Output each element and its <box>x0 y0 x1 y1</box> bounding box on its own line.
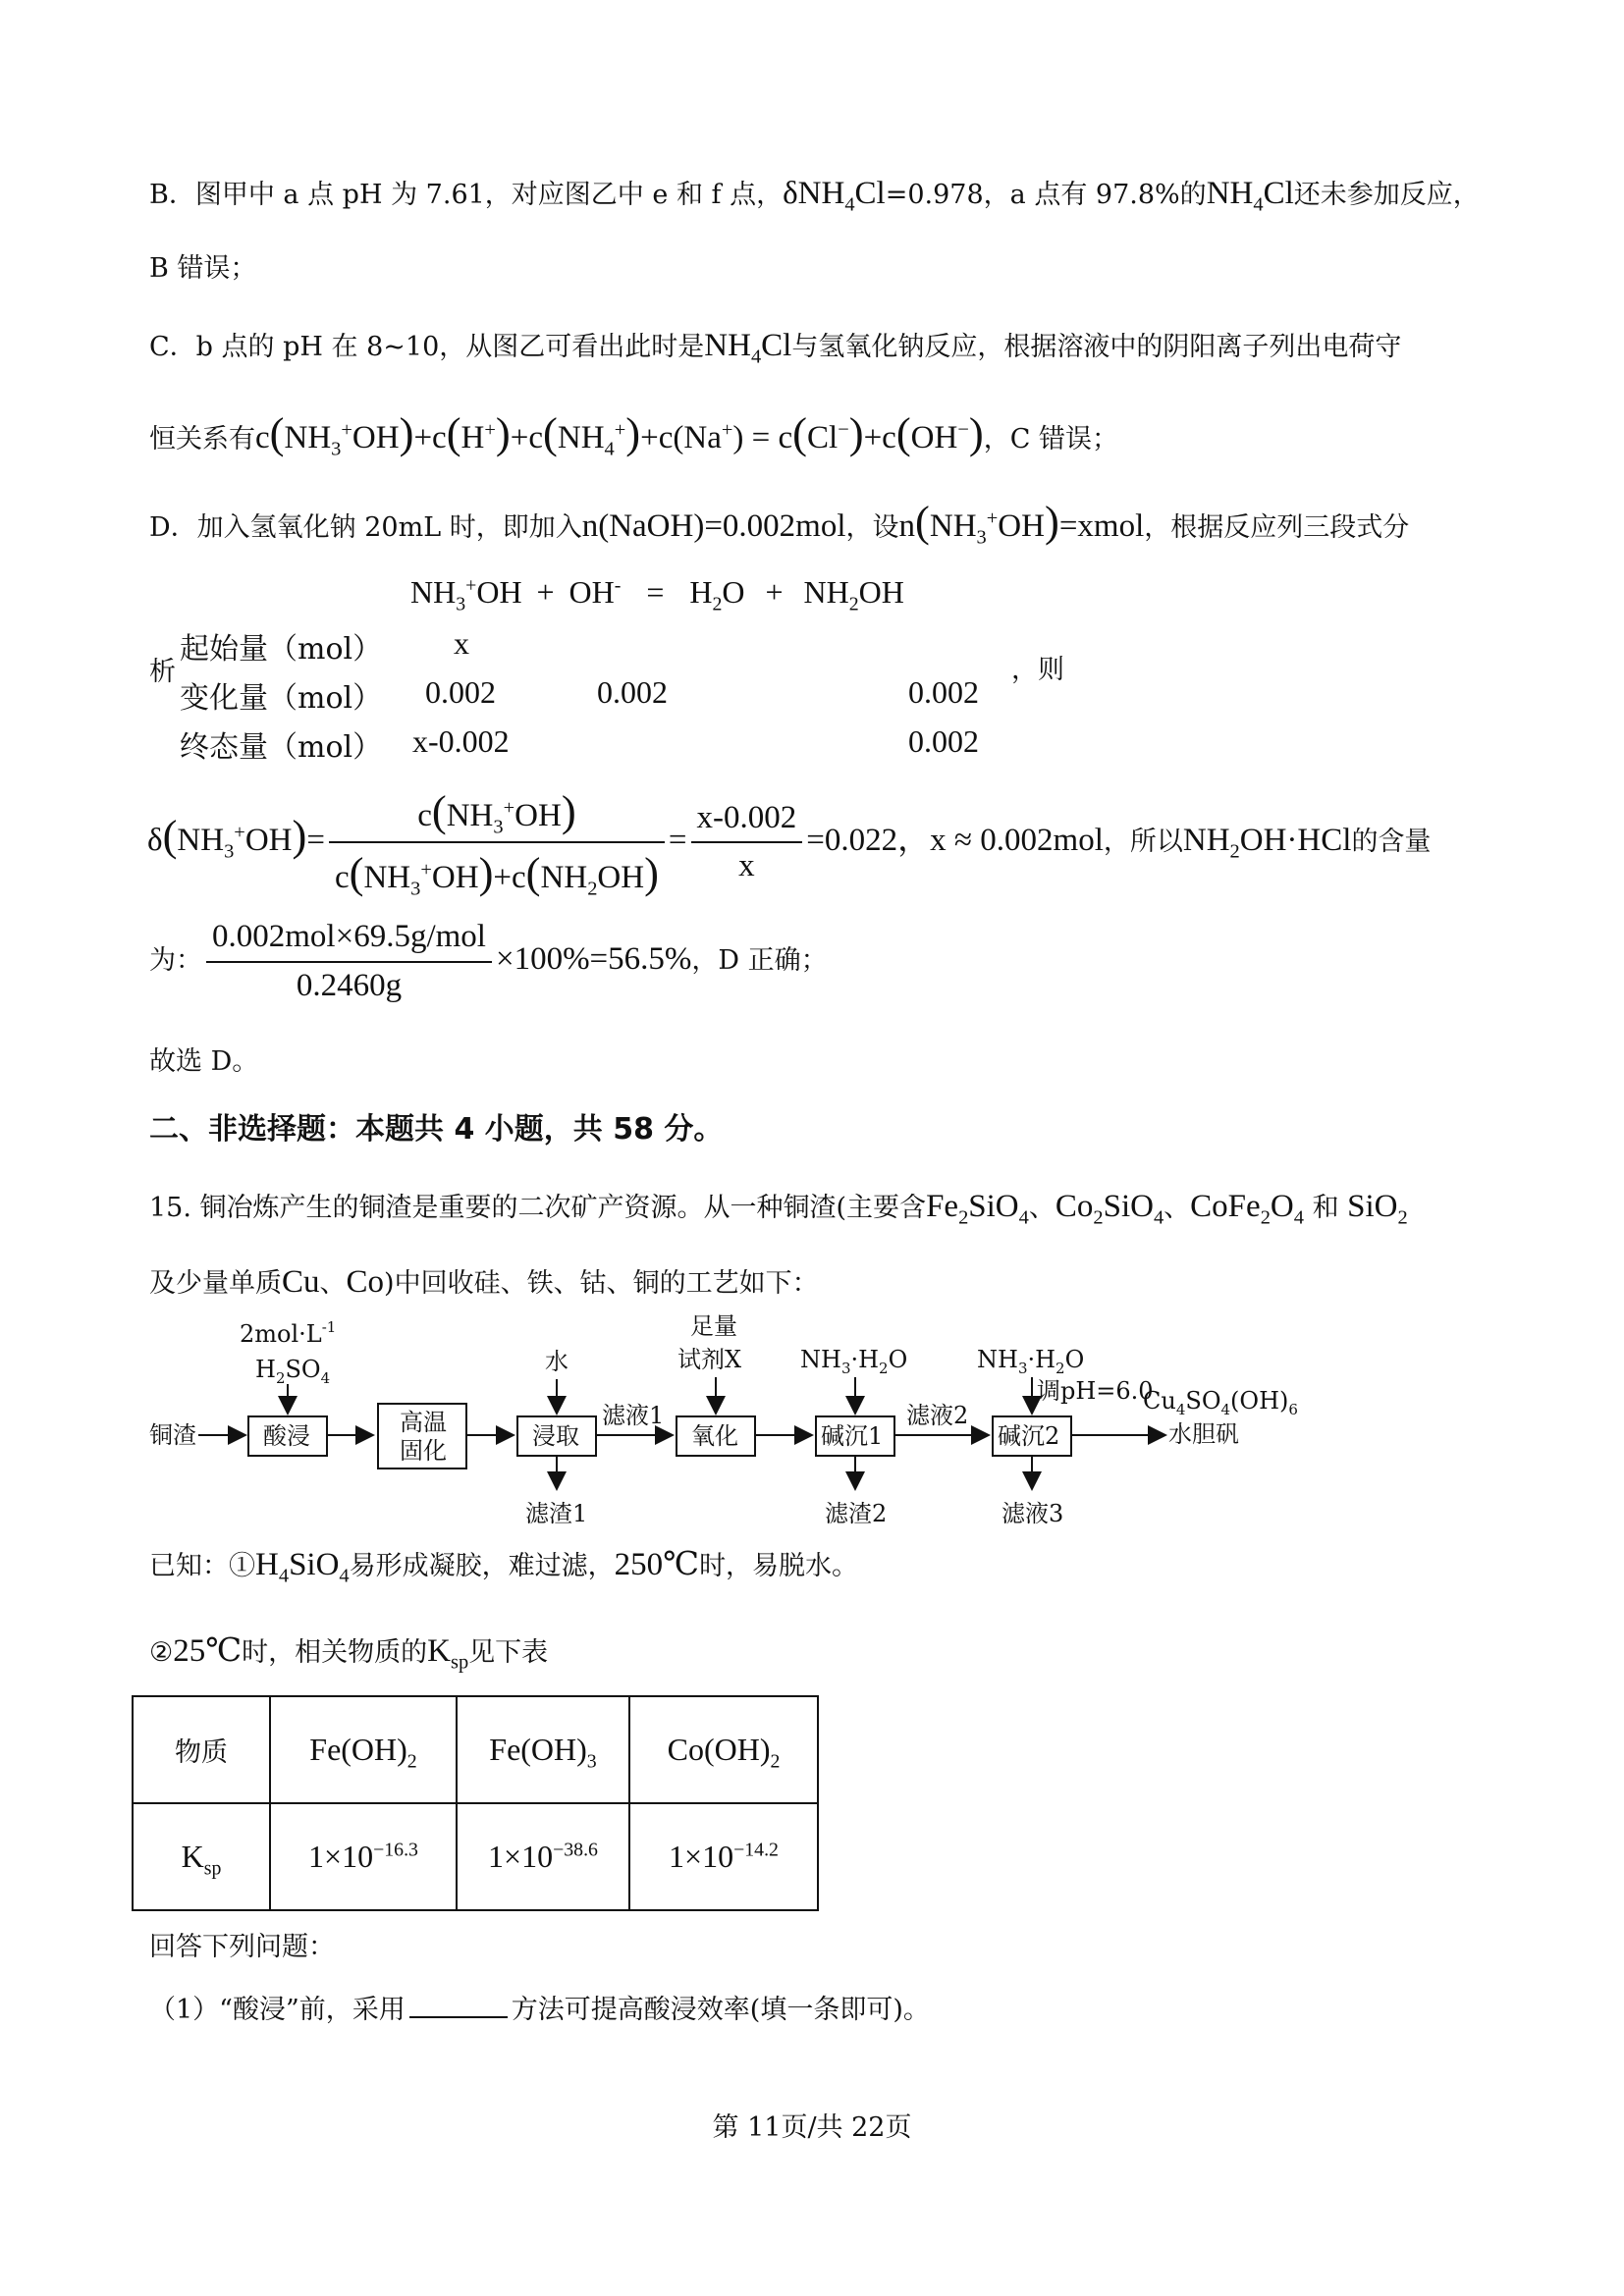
charge-balance-equation: $c(NH_3^+OH)+c(H^+)+c(NH_4^+)+c(Na^+) = c(Cl^-)+c(OH^-)$ <box>255 408 984 460</box>
stage-row-a: x-0.002 <box>412 723 510 759</box>
product-formula: $Cu_4SO_4(OH)_6$ <box>1143 1387 1298 1418</box>
question-1: （1）“酸浸”前，采用 方法可提高酸浸效率(填一条即可)。 <box>149 1995 930 2025</box>
ksp-table <box>132 1695 819 1911</box>
stage-row-c: 0.002 <box>908 674 979 710</box>
option-b-line2: B 错误； <box>149 253 257 284</box>
delta-nh4cl: δNH$_4$Cl <box>783 176 886 216</box>
fraction-1: $\frac{c(NH_3^+OH)}{c(NH_3^+OH)+c(NH_2OH)}$ <box>329 785 665 900</box>
svg-text:固化: 固化 <box>400 1437 447 1465</box>
svg-text:足量: 足量 <box>690 1312 737 1340</box>
final-answer: 故选 D。 <box>149 1046 259 1077</box>
stage-row-label: 变化量（mol） <box>180 681 383 716</box>
svg-text:高温: 高温 <box>400 1409 447 1436</box>
svg-text:碱沉1: 碱沉1 <box>821 1422 884 1450</box>
svg-text:滤液3: 滤液3 <box>1001 1500 1064 1527</box>
stage-row-c: 0.002 <box>908 723 979 759</box>
known-2: ②25℃时，相关物质的$K_{sp}$见下表 <box>149 1633 549 1674</box>
flow-start: 铜渣 <box>149 1421 196 1449</box>
percentage-line: 为： $\frac{\text{0.002mol×69.5g/mol}}{0.2460g}$ ×100%=56.5%，D 正确； <box>149 918 828 1005</box>
ze-char: ，则 <box>1011 655 1064 685</box>
table-row: 物质 $Fe(OH)_2$ $Fe(OH)_3$ $Co(OH)_2$ <box>133 1696 818 1803</box>
option-d-line1: D．加入氢氧化钠 20mL 时，即加入n(NaOH)=0.002mol，设$n(NH_3^+OH)=xmol$，根据反应列三段式分 <box>149 497 1410 549</box>
svg-text:水: 水 <box>545 1348 568 1375</box>
q15-line2: 及少量单质Cu、Co)中回收硅、铁、钴、铜的工艺如下： <box>149 1264 819 1300</box>
stage-row-a: x <box>454 625 469 661</box>
nh2oh-hcl: $NH_2OH\cdot HCl$ <box>1182 822 1352 863</box>
delta-fraction-line: $\delta(NH_3^+OH)=$ $\frac{c(NH_3^+OH)}{c(NH_3^+OH)+c(NH_2OH)}$ = $\frac{x-0.002}{x}$ =0.022，x ≈ 0.002mol，所以$NH_2OH\cdot HCl$的含量 <box>147 786 1432 901</box>
svg-text:滤渣2: 滤渣2 <box>825 1500 888 1527</box>
acid-reagent-2: $H_2SO_4$ <box>255 1356 331 1387</box>
option-c-line2: 恒关系有$c(NH_3^+OH)+c(H^+)+c(NH_4^+)+c(Na^+) = c(Cl^-)+c(OH^-)$，C 错误； <box>149 408 1118 460</box>
acid-reagent-1: $2mol\cdot L^{-1}$ <box>240 1318 337 1348</box>
svg-text:水胆矾: 水胆矾 <box>1168 1420 1239 1448</box>
known-1: 已知：$①H_4SiO_4$易形成凝胶，难过滤，250℃时，易脱水。 <box>149 1547 859 1587</box>
xi-char: 析 <box>149 657 176 687</box>
ammonia-1: $NH_3\cdot H_2O$ <box>800 1346 908 1377</box>
naoh-amount: n(NaOH)=0.002mol <box>581 508 846 544</box>
nh3oh-amount: $n(NH_3^+OH)$ <box>898 497 1059 549</box>
option-b-line1: B．图甲中 a 点 pH 为 7.61，对应图乙中 e 和 f 点，δNH$_4$Cl=0.978，a 点有 97.8%的$NH_4Cl$还未参加反应， <box>149 176 1480 216</box>
svg-text:滤液2: 滤液2 <box>906 1402 969 1429</box>
answer-blank[interactable] <box>409 1997 508 2018</box>
q15-line1: 15. 铜冶炼产生的铜渣是重要的二次矿产资源。从一种铜渣(主要含$Fe_2SiO_4$、$Co_2SiO_4$、$CoFe_2O_4$ 和 SiO$_2$ <box>149 1189 1408 1229</box>
stage-row-b: 0.002 <box>597 674 668 710</box>
fraction-2: $\frac{x-0.002}{x}$ <box>691 799 803 886</box>
fraction-3: $\frac{\text{0.002mol×69.5g/mol}}{0.2460g}$ <box>206 918 492 1005</box>
stage-row-a: 0.002 <box>425 674 496 710</box>
page-footer: 第 11页/共 22页 <box>712 2112 912 2143</box>
svg-text:滤渣1: 滤渣1 <box>525 1500 588 1527</box>
option-c-line1: C．b 点的 pH 在 8~10，从图乙可看出此时是$NH_4Cl$与氢氧化钠反应，根据溶液中的阴阳离子列出电荷守 <box>149 328 1402 368</box>
svg-text:酸浸: 酸浸 <box>263 1422 310 1450</box>
svg-text:滤液1: 滤液1 <box>602 1402 665 1429</box>
svg-text:试剂X: 试剂X <box>677 1346 742 1373</box>
svg-text:调pH=6.0: 调pH=6.0 <box>1037 1377 1154 1405</box>
svg-text:浸取: 浸取 <box>532 1422 579 1450</box>
stage-row-label: 终态量（mol） <box>180 730 383 765</box>
answer-intro: 回答下列问题： <box>149 1932 335 1962</box>
section-heading: 二、非选择题：本题共 4 小题，共 58 分。 <box>149 1112 724 1147</box>
table-row: $K_{sp}$ $1\times 10^{-16.3}$ $1\times 10^{-38.6}$ $1\times 10^{-14.2}$ <box>133 1803 818 1910</box>
delta-nh3oh: $\delta(NH_3^+OH)=$ <box>147 810 325 863</box>
svg-text:氧化: 氧化 <box>691 1422 738 1450</box>
stage-row-label: 起始量（mol） <box>180 632 383 667</box>
process-flowchart <box>147 1310 1306 1536</box>
reaction-equation: $NH_3^+OH + OH^- = H_2O + NH_2OH$ <box>410 574 904 615</box>
ammonia-2: $NH_3\cdot H_2O$ <box>977 1346 1085 1377</box>
svg-text:碱沉2: 碱沉2 <box>998 1422 1060 1450</box>
nh4cl-formula: $NH_4Cl$ <box>704 328 792 368</box>
nh4cl-formula: $NH_4Cl$ <box>1206 176 1294 216</box>
